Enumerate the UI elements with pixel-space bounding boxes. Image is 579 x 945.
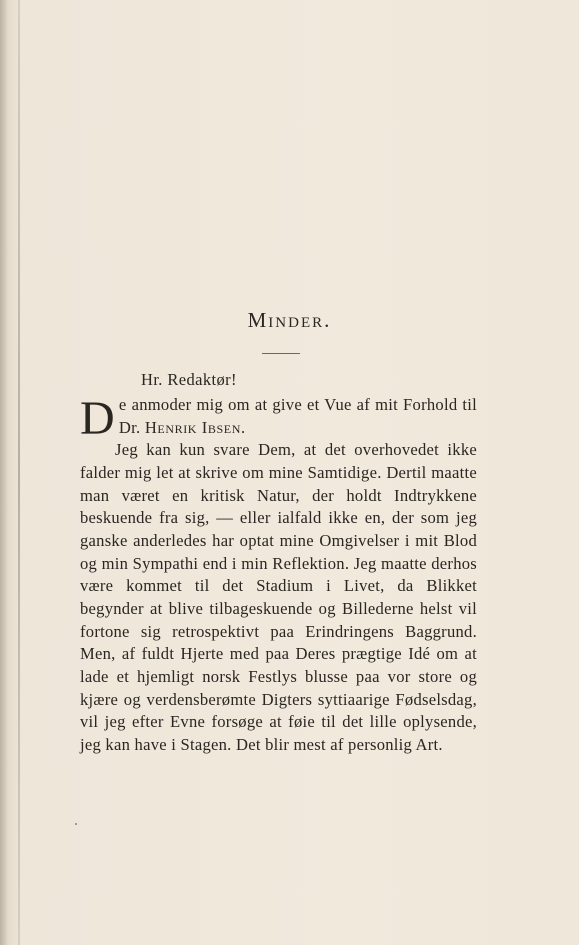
person-name: Henrik Ibsen xyxy=(144,417,242,437)
title-rule xyxy=(262,353,300,354)
salutation: Hr. Redaktør! xyxy=(141,370,237,389)
body-text xyxy=(80,394,477,757)
body-paragraph: Jeg kan kun svare Dem, at det overhovedet ikke falder mig let at skrive om mine Samtidige. Dertil maatte man været en kritisk Natur, der holdt Indtrykkene beskuende fra sig, — eller ialfald ikke en, der som jeg ganske anderledes har optat mine Omgivelser i mit Blod og min Sympathi end i min Reflektion. Jeg maatte derhos være kommet til det Stadium i Livet, da Blikket begynder at blive tilbageskuende og Billederne helst vil fortone sig retrospektivt paa Erindringens Baggrund. Men, af fuldt Hjerte med paa Deres prægtige Idé om at lade et hjemligt norsk Festlys blusse paa vor store og kjære og verdensberømte Digters syttiaarige Fødselsdag, vil jeg efter Evne forsøge at føie til det lille oplysende, jeg kan have i Stagen. Det blir mest af personlig Art. xyxy=(80,440,477,754)
intro-end: . xyxy=(241,417,246,437)
chapter-title: Minder. xyxy=(247,308,332,332)
binding-gutter-line xyxy=(18,0,20,945)
intro-paragraph xyxy=(80,392,477,445)
drop-cap: D xyxy=(80,392,115,445)
paper-speck xyxy=(75,823,77,825)
intro-text: e anmoder mig om at give et Vue af mit Forhold til Dr. xyxy=(118,395,477,437)
binding-shadow xyxy=(0,0,8,945)
